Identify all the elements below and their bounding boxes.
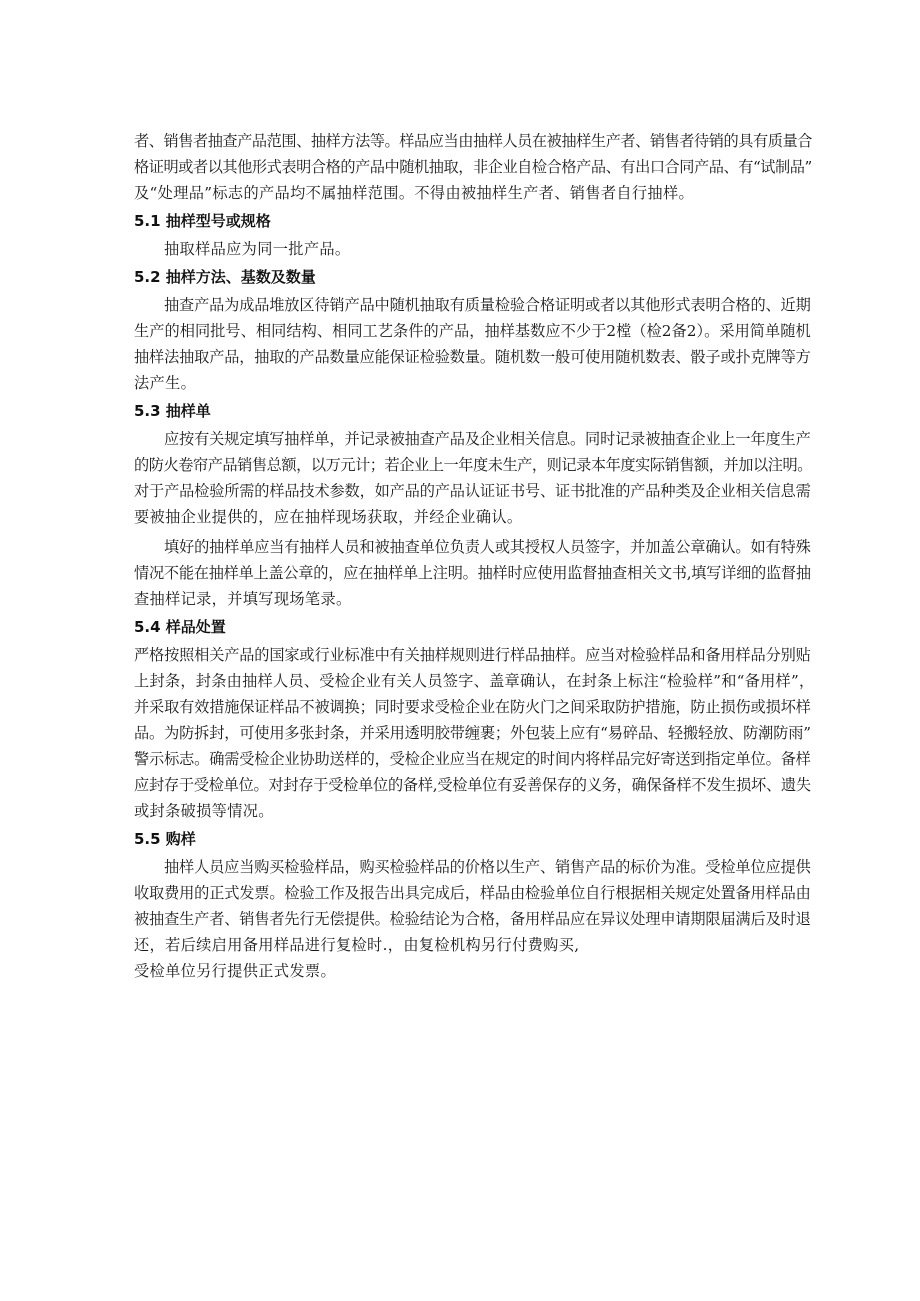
section-heading-5-3: 5.3 抽样单 — [134, 402, 211, 420]
text-line: 要被抽企业提供的，应在抽样现场获取，并经企业确认。 — [134, 508, 523, 526]
section-5-3-paragraph-2 — [134, 534, 814, 612]
section-5-2-paragraph — [134, 292, 814, 396]
text-line: 警示标志。确需受检企业协助送样的，受检企业应当在规定的时间内将样品完好寄送到指定单位。备样 — [134, 750, 811, 768]
text-line: 或封条破损等情况。 — [134, 802, 274, 820]
text-line: 查抽样记录，并填写现场笔录。 — [134, 590, 352, 608]
text-line: 还，若后续启用备用样品进行复检时.，由复检机构另行付费购买, — [134, 936, 580, 954]
section-heading-5-5: 5.5 购样 — [134, 830, 196, 848]
text-line: 生产的相同批号、相同结构、相同工艺条件的产品，抽样基数应不少于2樘（检2备2）。采用简单随机 — [134, 322, 811, 340]
text-line: 法产生。 — [134, 374, 197, 392]
section-heading-5-1: 5.1 抽样型号或规格 — [134, 212, 271, 230]
text-line: 应封存于受检单位。对封存于受检单位的备样,受检单位有妥善保存的义务，确保备样不发生损坏、遗失 — [134, 776, 811, 794]
text-line: 格证明或者以其他形式表明合格的产品中随机抽取，非企业自检合格产品、有出口合同产品、有“试制品” — [134, 158, 812, 176]
document-page — [134, 128, 814, 984]
intro-paragraph — [134, 128, 814, 206]
text-line: 对于产品检验所需的样品技术参数，如产品的产品认证证书号、证书批准的产品种类及企业相关信息需 — [134, 482, 811, 500]
text-line: 填好的抽样单应当有抽样人员和被抽查单位负责人或其授权人员签字，并加盖公章确认。如有特殊 — [164, 538, 811, 556]
text-line: 并采取有效措施保证样品不被调换；同时要求受检企业在防火门之间采取防护措施，防止损伤或损坏样 — [134, 698, 811, 716]
text-line: 收取费用的正式发票。检验工作及报告出具完成后，样品由检验单位自行根据相关规定处置备用样品由 — [134, 884, 811, 902]
text-line: 及“处理品”标志的产品均不属抽样范围。不得由被抽样生产者、销售者自行抽样。 — [134, 184, 695, 202]
text-line: 者、销售者抽查产品范围、抽样方法等。样品应当由抽样人员在被抽样生产者、销售者待销的具有质量合 — [134, 132, 812, 150]
text-line: 应按有关规定填写抽样单，并记录被抽查产品及企业相关信息。同时记录被抽查企业上一年度生产 — [164, 430, 811, 448]
section-5-4-paragraph — [134, 642, 814, 824]
section-5-5-last-line: 受检单位另行提供正式发票。 — [134, 962, 336, 980]
text-line: 抽取样品应为同一批产品。 — [164, 240, 351, 258]
section-5-5-paragraph — [134, 854, 814, 958]
text-line: 的防火卷帘产品销售总额，以万元计；若企业上一年度未生产，则记录本年度实际销售额，并加以注明。 — [134, 456, 812, 474]
section-heading-5-4: 5.4 样品处置 — [134, 618, 226, 636]
text-line: 上封条，封条由抽样人员、受检企业有关人员签字、盖章确认，在封条上标注“检验样”和“备用样”， — [134, 672, 815, 690]
section-5-3-paragraph-1 — [134, 426, 814, 530]
section-5-1-paragraph — [134, 236, 814, 262]
text-line: 抽样人员应当购买检验样品，购买检验样品的价格以生产、销售产品的标价为准。受检单位应提供 — [164, 858, 811, 876]
text-line: 品。为防拆封，可使用多张封条，并采用透明胶带缠裹；外包装上应有“易碎品、轻搬轻放、防潮防雨” — [134, 724, 811, 742]
text-line: 抽查产品为成品堆放区待销产品中随机抽取有质量检验合格证明或者以其他形式表明合格的、近期 — [164, 296, 811, 314]
text-line: 被抽查生产者、销售者先行无偿提供。检验结论为合格，备用样品应在异议处理申请期限届满后及时退 — [134, 910, 811, 928]
section-heading-5-2: 5.2 抽样方法、基数及数量 — [134, 268, 316, 286]
text-line: 严格按照相关产品的国家或行业标准中有关抽样规则进行样品抽样。应当对检验样品和备用样品分别贴 — [134, 646, 811, 664]
text-line: 抽样法抽取产品，抽取的产品数量应能保证检验数量。随机数一般可使用随机数表、骰子或扑克牌等方 — [134, 348, 811, 366]
text-line: 情况不能在抽样单上盖公章的，应在抽样单上注明。抽样时应使用监督抽查相关文书,填写详细的监督抽 — [134, 564, 811, 582]
